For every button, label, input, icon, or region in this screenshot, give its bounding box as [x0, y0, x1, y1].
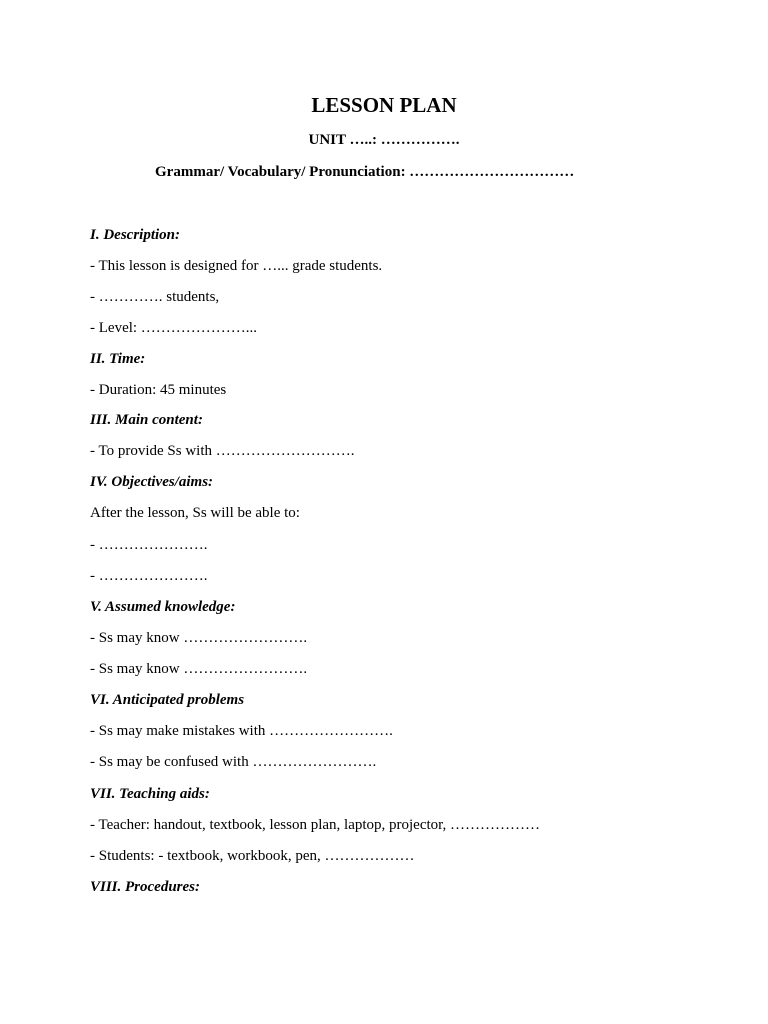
time-line: - Duration: 45 minutes [90, 382, 227, 398]
subtitle-line: Grammar/ Vocabulary/ Pronunciation: …………………………… [155, 164, 575, 180]
section-heading-procedures: VIII. Procedures: [90, 879, 201, 895]
objectives-line: - …………………. [90, 537, 208, 553]
section-heading-objectives: IV. Objectives/aims: [90, 474, 214, 490]
teaching-aids-line: - Teacher: handout, textbook, lesson plan, laptop, projector, ……………… [90, 817, 541, 833]
document-title: LESSON PLAN [311, 93, 457, 117]
assumed-knowledge-line: - Ss may know ……………………. [90, 661, 308, 677]
description-line: - Level: …………………... [90, 320, 258, 336]
main-content-line: - To provide Ss with ………………………. [90, 443, 355, 459]
anticipated-problems-line: - Ss may be confused with ……………………. [90, 754, 377, 770]
section-heading-anticipated-problems: VI. Anticipated problems [90, 692, 245, 708]
section-heading-teaching-aids: VII. Teaching aids: [90, 786, 210, 802]
description-line: - …………. students, [90, 289, 220, 305]
objectives-line: After the lesson, Ss will be able to: [90, 505, 300, 521]
section-heading-time: II. Time: [90, 351, 146, 367]
section-heading-description: I. Description: [90, 227, 180, 243]
anticipated-problems-line: - Ss may make mistakes with ……………………. [90, 723, 393, 739]
teaching-aids-line: - Students: - textbook, workbook, pen, ……………… [90, 848, 415, 864]
section-heading-main-content: III. Main content: [90, 412, 203, 428]
assumed-knowledge-line: - Ss may know ……………………. [90, 630, 308, 646]
unit-line: UNIT …..: ……………. [308, 132, 460, 148]
description-line: - This lesson is designed for …... grade students. [90, 258, 383, 274]
objectives-line: - …………………. [90, 568, 208, 584]
section-heading-assumed-knowledge: V. Assumed knowledge: [90, 599, 236, 615]
